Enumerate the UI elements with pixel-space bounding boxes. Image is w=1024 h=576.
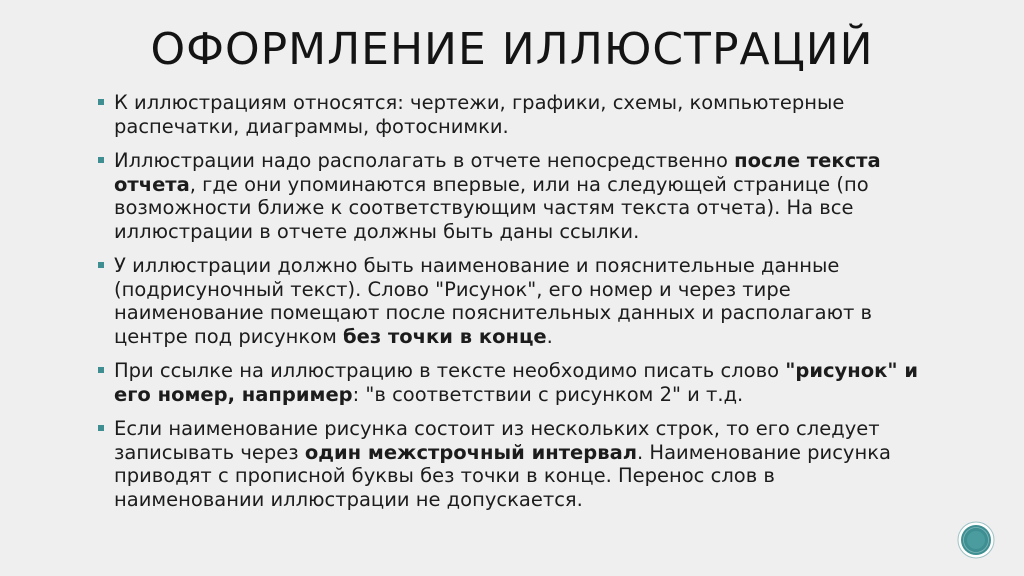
teal-circle-badge-icon	[957, 521, 995, 559]
bullet-bold-text: один межстрочный интервал	[304, 440, 638, 464]
square-bullet-icon	[98, 157, 104, 163]
bullet-text: Если наименование рисунка состоит из нескольких строк, то его следует записывать через	[114, 417, 880, 464]
bullet-item-3	[98, 254, 928, 348]
square-bullet-icon	[98, 367, 104, 373]
bullet-text: При ссылке на иллюстрацию в тексте необходимо писать слово	[114, 359, 786, 382]
bullet-item-5	[98, 417, 928, 511]
bullet-text: У иллюстрации должно быть наименование и пояснительные данные (подрисуночный текст). Слово "Рисунок", его номер и через тире наименование помещают после пояснительных данных и располагают в центре под рисунком	[114, 254, 873, 348]
square-bullet-icon	[98, 425, 104, 431]
square-bullet-icon	[98, 99, 104, 105]
bullet-bold-text: "рисунок" и его номер, например	[114, 359, 918, 406]
bullet-text: .	[546, 324, 553, 348]
bullet-text: Иллюстрации надо располагать в отчете непосредственно	[114, 149, 735, 172]
bullet-text: : "в соответствии с рисунком 2" и т.д.	[352, 382, 744, 406]
bullet-bold-text: после текста отчета	[114, 149, 881, 196]
bullet-text: К иллюстрациям относятся: чертежи, графики, схемы, компьютерные распечатки, диаграммы, фотоснимки.	[114, 91, 845, 138]
bullet-item-2	[98, 149, 928, 243]
bullet-bold-text: без точки в конце	[343, 324, 547, 348]
slide-title: ОФОРМЛЕНИЕ ИЛЛЮСТРАЦИЙ	[150, 24, 874, 75]
bullet-text: . Наименование рисунка приводят с прописной буквы без точки в конце. Перенос слов в наименовании иллюстрации не допускается.	[114, 440, 891, 511]
bullet-text: , где они упоминаются впервые, или на следующей странице (по возможности ближе к соответствующим частям текста отчета). На все иллюстрации в отчете должны быть даны ссылки.	[114, 172, 869, 243]
bullet-list	[98, 91, 928, 522]
bullet-item-1	[98, 91, 928, 138]
bullet-item-4	[98, 359, 928, 406]
square-bullet-icon	[98, 262, 104, 268]
